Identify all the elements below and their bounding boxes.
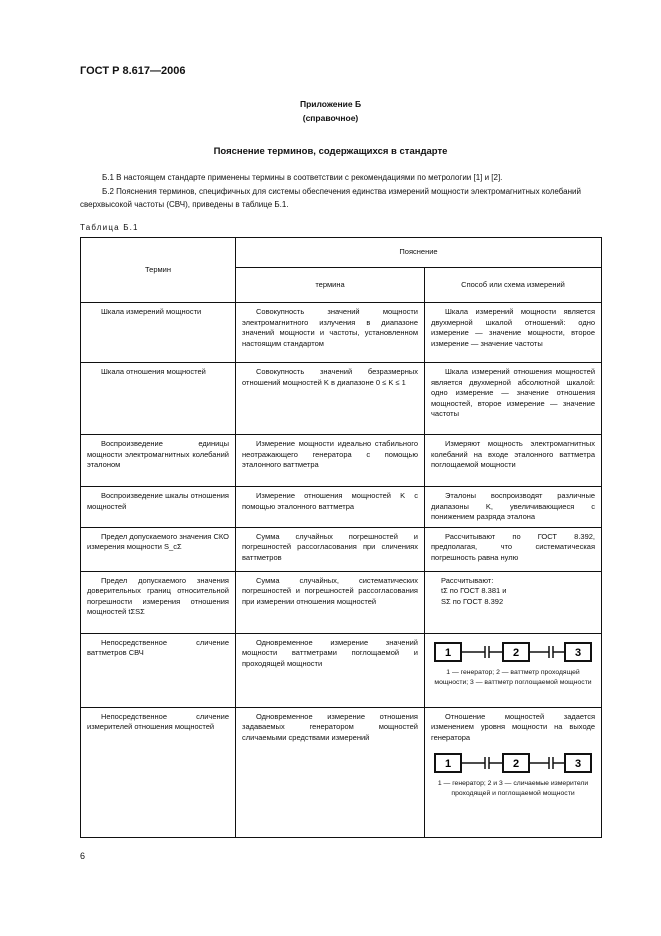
explanation-cell: Измерение отношения мощностей K с помощью эталонного ваттметра (236, 487, 425, 528)
term-cell: Непосредственное сличение ваттметров СВЧ (81, 633, 236, 707)
explanation-cell: Совокупность значений мощности электромагнитного излучения в диапазоне значений мощности и частоты, установленном настоящим стандартом (236, 303, 425, 363)
method-cell (425, 633, 602, 707)
method-cell: Шкала измерений мощности является двухмерной шкалой отношений: одно измерение — значение мощности, второе измерение — значение частоты (425, 303, 602, 363)
term-cell: Шкала измерений мощности (81, 303, 236, 363)
page-number: 6 (80, 851, 86, 861)
measurement-scheme-diagram (433, 751, 593, 775)
method-line: tΣ по ГОСТ 8.381 и (441, 586, 507, 595)
term-cell: Непосредственное сличение измерителей отношения мощностей (81, 707, 236, 837)
method-cell: Шкала измерений отношения мощностей является двухмерной абсолютной шкалой: одно измерение — значение отношения мощностей, второе измерение — значение частоты (425, 363, 602, 435)
method-cell: Рассчитывают по ГОСТ 8.392, предполагая, что систематическая погрешность равна нулю (425, 527, 602, 571)
header-term: Термин (81, 238, 236, 303)
explanation-cell: Сумма случайных, систематических погрешностей и погрешностей рассогласования при измерении отношения мощностей (236, 571, 425, 633)
method-line: Рассчитывают: (441, 575, 494, 585)
method-cell (425, 707, 602, 837)
appendix-title: Приложение Б (299, 99, 362, 109)
document-code: ГОСТ Р 8.617—2006 (80, 65, 186, 77)
box-label: 1 (444, 758, 452, 770)
table-row (81, 527, 602, 571)
intro-text (80, 171, 600, 212)
method-cell: Измеряют мощность электромагнитных колебаний на входе эталонного ваттметра поглощаемой мощности (425, 435, 602, 487)
term-cell: Воспроизведение шкалы отношения мощностей (81, 487, 236, 528)
table-row (81, 633, 602, 707)
table-row (81, 571, 602, 633)
diagram-legend: 1 — генератор; 2 — ваттметр проходящей мощности; 3 — ваттметр поглощаемой мощности (434, 668, 592, 686)
term-cell: Воспроизведение единицы мощности электромагнитных колебаний эталоном (81, 435, 236, 487)
table-row (81, 363, 602, 435)
method-line: SΣ по ГОСТ 8.392 (441, 596, 504, 606)
explanation-cell: Одновременное измерение отношения задаваемых генератором мощностей сличаемыми средствами измерений (236, 707, 425, 837)
method-text: Отношение мощностей задается изменением уровня мощности на выходе генератора (431, 711, 596, 742)
table-caption: Таблица Б.1 (80, 223, 139, 232)
explanation-cell: Измерение мощности идеально стабильного неотражающего генератора с помощью эталонного ваттметра (236, 435, 425, 487)
table-row (81, 707, 602, 837)
explanation-cell: Одновременное измерение значений мощности ваттметрами поглощаемой и проходящей мощности (236, 633, 425, 707)
header-explanation: Пояснение (236, 238, 602, 268)
term-cell: Шкала отношения мощностей (81, 363, 236, 435)
method-cell: Эталоны воспроизводят различные диапазоны K, увеличивающиеся с понижением разряда эталона (425, 487, 602, 528)
section-title: Пояснение терминов, содержащихся в стандарте (213, 146, 448, 157)
box-label: 3 (574, 646, 582, 659)
intro-paragraph-2: Б.2 Пояснения терминов, специфичных для системы обеспечения единства измерений мощности электромагнитных колебаний сверхвысокой частоты (СВЧ), приведены в таблице Б.1. (80, 186, 581, 209)
term-cell: Предел допускаемого значения доверительных границ относительной погрешности измерения отношения мощностей tΣSΣ (81, 571, 236, 633)
intro-paragraph-1: Б.1 В настоящем стандарте применены термины в соответствии с рекомендациями по метрологии [1] и [2]. (102, 173, 503, 182)
box-label: 2 (512, 758, 520, 770)
appendix-heading (0, 97, 661, 125)
table-row (81, 303, 602, 363)
terms-table (80, 237, 602, 838)
explanation-cell: Совокупность значений безразмерных отношений мощностей K в диапазоне 0 ≤ K ≤ 1 (236, 363, 425, 435)
header-method: Способ или схема измерений (425, 268, 602, 303)
method-cell (425, 571, 602, 633)
box-label: 3 (574, 758, 582, 770)
term-cell: Предел допускаемого значения СКО измерения мощности S_cΣ (81, 527, 236, 571)
table-row (81, 487, 602, 528)
diagram-legend: 1 — генератор; 2 и 3 — сличаемые измерители проходящей и поглощаемой мощности (437, 780, 589, 797)
box-label: 2 (512, 646, 520, 659)
appendix-subtitle: (справочное) (302, 113, 359, 123)
header-of-term: термина (236, 268, 425, 303)
table-row (81, 435, 602, 487)
explanation-cell: Сумма случайных погрешностей и погрешностей рассогласования при сличениях ваттметров (236, 527, 425, 571)
measurement-scheme-diagram (433, 640, 593, 664)
box-label: 1 (444, 646, 452, 659)
